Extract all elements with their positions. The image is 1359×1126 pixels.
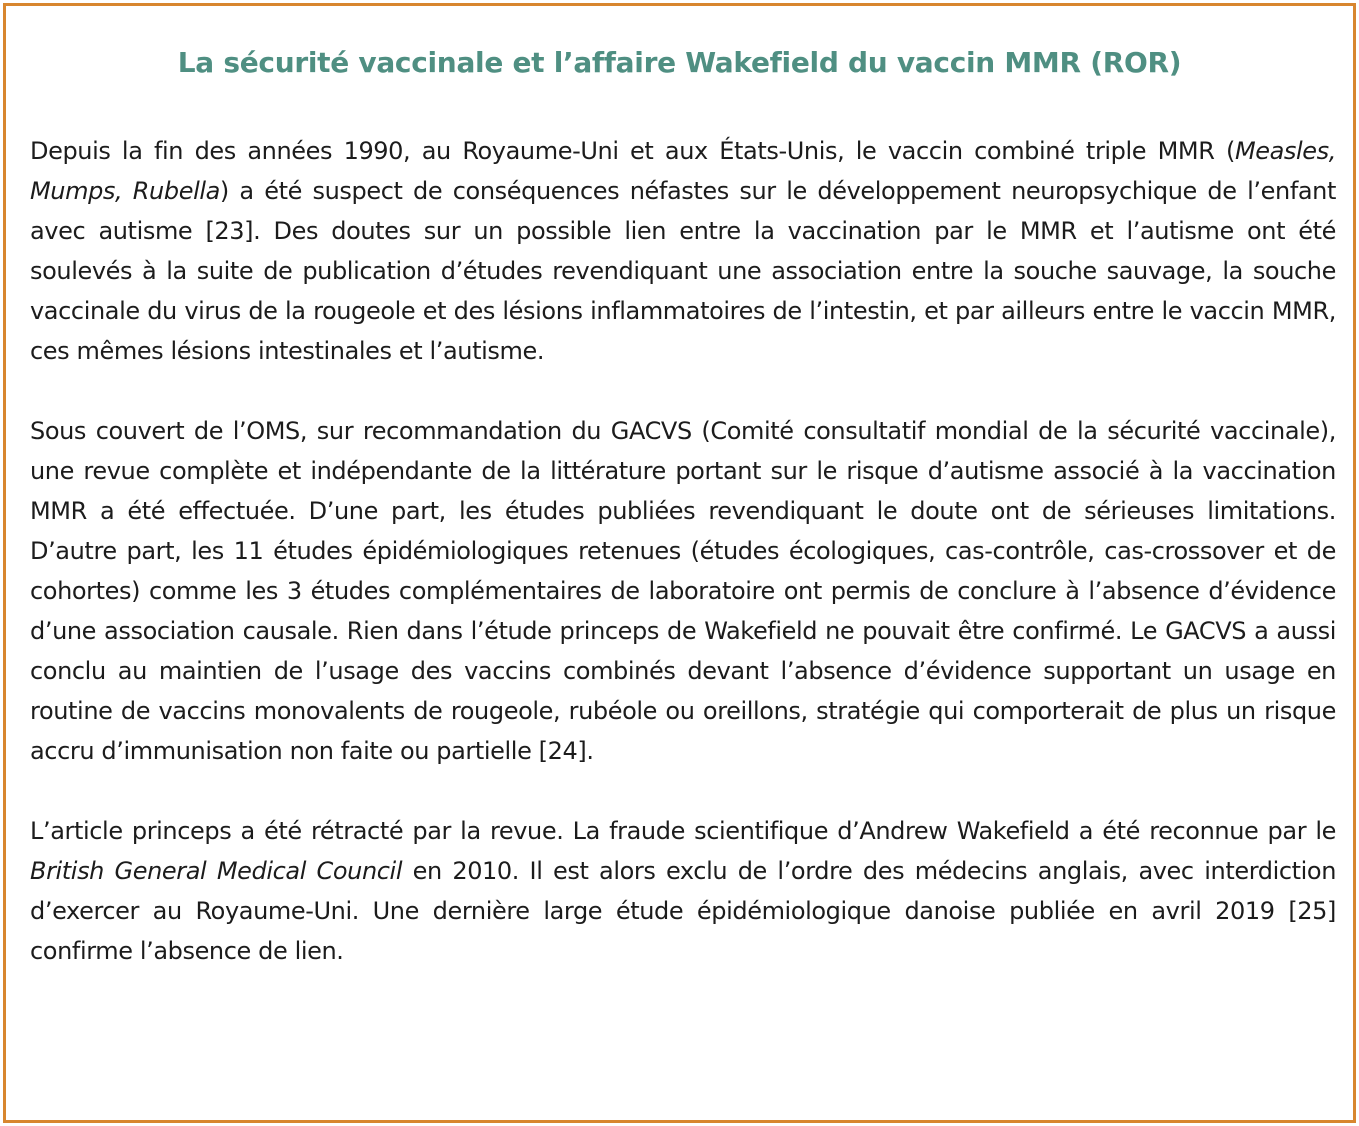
- paragraph-3-run-3: en 2010. Il est alors exclu de l’ordre des médecins anglais, avec interdiction d’exercer au Royaume-Uni. Une dernière large étude épidémiologique danoise publiée en avril 2019 [25] confirme l’absence de lien.: [30, 857, 1337, 965]
- paragraph-3-italic-council: British General Medical Council: [30, 857, 403, 885]
- box-body: [30, 131, 1336, 971]
- box-title: La sécurité vaccinale et l’affaire Wakefield du vaccin MMR (ROR): [177, 46, 1182, 79]
- paragraph-3: [30, 811, 1336, 971]
- paragraph-3-run-1: L’article princeps a été rétracté par la revue. La fraude scientifique d’Andrew Wakefield a été reconnue par le: [30, 817, 1336, 845]
- paragraph-1: [30, 131, 1336, 371]
- paragraph-1-italic-mmr-names: Measles, Mumps, Rubella: [30, 137, 1336, 205]
- paragraph-1-run-1: Depuis la fin des années 1990, au Royaume-Uni et aux États-Unis, le vaccin combiné triple MMR (: [30, 137, 1235, 165]
- paragraph-2: [30, 411, 1336, 771]
- info-box: [3, 3, 1356, 1123]
- paragraph-2-run-1: Sous couvert de l’OMS, sur recommandation du GACVS (Comité consultatif mondial de la sécurité vaccinale), une revue complète et indépendante de la littérature portant sur le risque d’autisme associé à la vaccination MMR a été effectuée. D’une part, les études publiées revendiquant le doute ont de sérieuses limitations. D’autre part, les 11 études épidémiologiques retenues (études écologiques, cas-contrôle, cas-crossover et de cohortes) comme les 3 études complémentaires de laboratoire ont permis de conclure à l’absence d’évidence d’une association causale. Rien dans l’étude princeps de Wakefield ne pouvait être confirmé. Le GACVS a aussi conclu au maintien de l’usage des vaccins combinés devant l’absence d’évidence supportant un usage en routine de vaccins monovalents de rougeole, rubéole ou oreillons, stratégie qui comporterait de plus un risque accru d’immunisation non faite ou partielle [24].: [30, 417, 1336, 765]
- paragraph-1-run-3: ) a été suspect de conséquences néfastes sur le développement neuropsychique de l’enfant avec autisme [23]. Des doutes sur un possible lien entre la vaccination par le MMR et l’autisme ont été soulevés à la suite de publication d’études revendiquant une association entre la souche sauvage, la souche vaccinale du virus de la rougeole et des lésions inflammatoires de l’intestin, et par ailleurs entre le vaccin MMR, ces mêmes lésions intestinales et l’autisme.: [30, 177, 1336, 365]
